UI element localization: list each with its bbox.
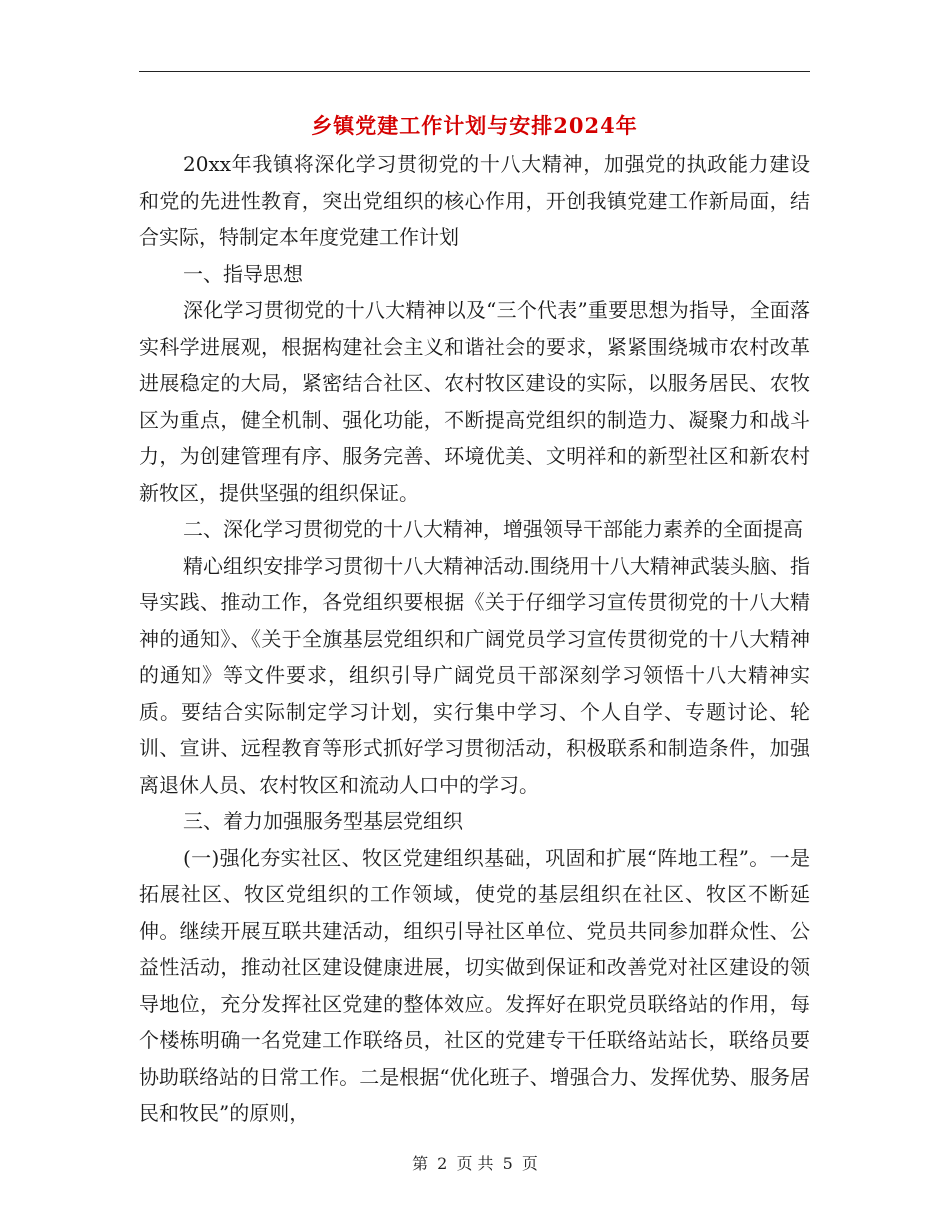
footer-total-pages: 5 — [502, 1154, 513, 1173]
paragraph-service-organizations: (一)强化夯实社区、牧区党建组织基础，巩固和扩展“阵地工程”。一是拓展社区、牧区党组织的工作领域，使党的基层组织在社区、牧区不断延伸。继续开展互联共建活动，组织引导社区单位、党员共同参加群众性、公益性活动，推动社区建设健康进展，切实做到保证和改善党对社区建设的领导地位，充分发挥社区党建的整体效应。发挥好在职党员联络站的作用，每个楼栋明确一名党建工作联络员，社区的党建专干任联络站站长，联络员要协助联络站的日常工作。二是根据“优化班子、增强合力、发挥优势、服务居民和牧民”的原则， — [139, 845, 810, 1125]
paragraph-intro: 20xx年我镇将深化学习贯彻党的十八大精神，加强党的执政能力建设和党的先进性教育，突出党组织的核心作用，开创我镇党建工作新局面，结合实际，特制定本年度党建工作计划 — [139, 152, 810, 249]
heading-service-organizations: 三、着力加强服务型基层党组织 — [183, 809, 463, 833]
footer-middle: 页 共 — [456, 1154, 494, 1173]
paragraph-guiding-ideology: 深化学习贯彻党的十八大精神以及“三个代表”重要思想为指导，全面落实科学进展观，根据构建社会主义和谐社会的要求，紧紧围绕城市农村改革进展稳定的大局，紧密结合社区、农村牧区建设的实际，以服务居民、农牧区为重点，健全机制、强化功能，不断提高党组织的制造力、凝聚力和战斗力，为创建管理有序、服务完善、环境优美、文明祥和的新型社区和新农村新牧区，提供坚强的组织保证。 — [139, 298, 810, 505]
footer-suffix: 页 — [521, 1154, 538, 1173]
document-body — [139, 146, 810, 1132]
document-title: 乡镇党建工作计划与安排2024年 — [311, 113, 638, 138]
footer-page-number: 2 — [437, 1154, 448, 1173]
heading-guiding-ideology: 一、指导思想 — [183, 261, 303, 286]
heading-study-spirit: 二、深化学习贯彻党的十八大精神，增强领导干部能力素养的全面提高 — [183, 517, 803, 541]
footer-prefix: 第 — [412, 1154, 429, 1173]
header-rule — [139, 71, 810, 72]
page-footer — [0, 1152, 950, 1176]
paragraph-study-spirit: 精心组织安排学习贯彻十八大精神活动.围绕用十八大精神武装头脑、指导实践、推动工作，各党组织要根据《关于仔细学习宣传贯彻党的十八大精神的通知》、《关于全旗基层党组织和广阔党员学习宣传贯彻党的十八大精神的通知》等文件要求，组织引导广阔党员干部深刻学习领悟十八大精神实质。要结合实际制定学习计划，实行集中学习、个人自学、专题讨论、轮训、宣讲、远程教育等形式抓好学习贯彻活动，积极联系和制造条件，加强离退休人员、农村牧区和流动人口中的学习。 — [139, 553, 810, 797]
